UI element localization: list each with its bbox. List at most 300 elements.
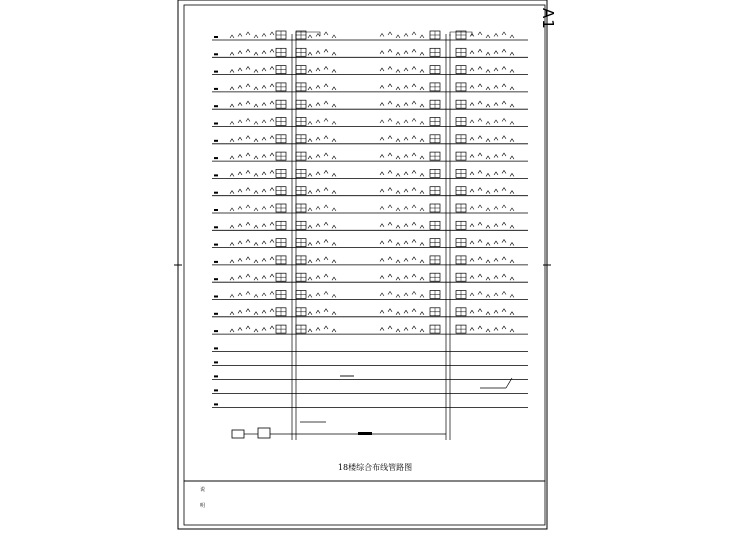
outlet-symbol bbox=[412, 119, 416, 122]
outlet-symbol bbox=[324, 67, 328, 70]
outlet-symbol bbox=[246, 309, 250, 312]
outlet-symbol bbox=[380, 155, 384, 158]
outlet-symbol bbox=[262, 34, 266, 37]
outlet-symbol bbox=[494, 155, 498, 158]
outlet-symbol bbox=[230, 329, 234, 332]
outlet-symbol bbox=[230, 295, 234, 298]
outlet-symbol bbox=[324, 49, 328, 52]
outlet-symbol bbox=[316, 310, 320, 313]
outlet-symbol bbox=[502, 222, 506, 225]
outlet-symbol bbox=[502, 84, 506, 87]
outlet-symbol bbox=[230, 52, 234, 55]
outlet-symbol bbox=[478, 188, 482, 191]
outlet-symbol bbox=[270, 309, 274, 312]
outlet-symbol bbox=[478, 257, 482, 260]
outlet-symbol bbox=[510, 225, 514, 228]
outlet-symbol bbox=[270, 119, 274, 122]
outlet-symbol bbox=[380, 258, 384, 261]
outlet-symbol bbox=[380, 51, 384, 54]
outlet-symbol bbox=[230, 156, 234, 159]
floor-number-mark bbox=[214, 296, 218, 298]
riser-group bbox=[292, 32, 472, 440]
outlet-symbol bbox=[246, 84, 250, 87]
outlet-symbol bbox=[420, 191, 424, 194]
outlet-symbol bbox=[470, 258, 474, 261]
outlet-symbol bbox=[332, 329, 336, 332]
outlet-symbol bbox=[324, 101, 328, 104]
outlet-symbol bbox=[332, 191, 336, 194]
outlet-symbol bbox=[254, 35, 258, 38]
outlet-symbol bbox=[510, 52, 514, 55]
sheet-size-label: A1 bbox=[539, 8, 557, 30]
outlet-symbol bbox=[308, 52, 312, 55]
outlet-symbol bbox=[420, 329, 424, 332]
outlet-symbol bbox=[270, 292, 274, 295]
drawing-frame bbox=[184, 5, 545, 481]
outlet-symbol bbox=[486, 70, 490, 73]
outlet-symbol bbox=[324, 292, 328, 295]
outlet-symbol bbox=[238, 51, 242, 54]
outlet-symbol bbox=[396, 243, 400, 246]
outlet-symbol bbox=[412, 153, 416, 156]
outlet-symbol bbox=[420, 173, 424, 176]
outlet-symbol bbox=[494, 68, 498, 71]
outlet-symbol bbox=[270, 205, 274, 208]
outlet-symbol bbox=[470, 241, 474, 244]
outlet-symbol bbox=[494, 85, 498, 88]
outlet-symbol bbox=[246, 67, 250, 70]
outlet-symbol bbox=[324, 309, 328, 312]
outlet-symbol bbox=[404, 276, 408, 279]
outlet-symbol bbox=[494, 224, 498, 227]
outlet-symbol bbox=[404, 224, 408, 227]
outlet-symbol bbox=[246, 49, 250, 52]
outlet-symbol bbox=[486, 122, 490, 125]
outlet-symbol bbox=[308, 312, 312, 315]
outlet-symbol bbox=[412, 170, 416, 173]
outlet-symbol bbox=[262, 224, 266, 227]
outlet-symbol bbox=[412, 136, 416, 139]
outlet-symbol bbox=[246, 326, 250, 329]
outlet-symbol bbox=[262, 85, 266, 88]
outlet-symbol bbox=[478, 153, 482, 156]
outlet-symbol bbox=[412, 32, 416, 35]
outlet-symbol bbox=[246, 240, 250, 243]
outlet-symbol bbox=[478, 292, 482, 295]
outlet-symbol bbox=[316, 137, 320, 140]
outlet-symbol bbox=[316, 293, 320, 296]
outlet-symbol bbox=[494, 207, 498, 210]
outlet-symbol bbox=[254, 104, 258, 107]
outlet-symbol bbox=[270, 257, 274, 260]
outlet-symbol bbox=[470, 85, 474, 88]
outlet-symbol bbox=[396, 277, 400, 280]
outlet-symbol bbox=[316, 276, 320, 279]
outlet-symbol bbox=[308, 35, 312, 38]
outlet-symbol bbox=[478, 136, 482, 139]
outlet-symbol bbox=[254, 243, 258, 246]
outlet-symbol bbox=[332, 243, 336, 246]
outlet-symbol bbox=[494, 120, 498, 123]
outlet-symbol bbox=[380, 68, 384, 71]
ground-conduit bbox=[358, 432, 372, 435]
outlet-symbol bbox=[486, 243, 490, 246]
floor-number-mark bbox=[214, 71, 218, 73]
outlet-symbol bbox=[486, 208, 490, 211]
outlet-symbol bbox=[494, 189, 498, 192]
outlet-symbol bbox=[324, 222, 328, 225]
outlet-symbol bbox=[420, 243, 424, 246]
outlet-symbol bbox=[412, 49, 416, 52]
notes-label-1: 说 bbox=[200, 487, 206, 493]
outlet-symbol bbox=[316, 85, 320, 88]
outlet-symbol bbox=[238, 189, 242, 192]
outlet-symbol bbox=[486, 260, 490, 263]
outlet-symbol bbox=[396, 329, 400, 332]
outlet-symbol bbox=[246, 205, 250, 208]
outlet-symbol bbox=[380, 207, 384, 210]
outlet-symbol bbox=[478, 67, 482, 70]
outlet-symbol bbox=[324, 170, 328, 173]
floor-number-mark bbox=[214, 36, 218, 38]
outlet-symbol bbox=[404, 137, 408, 140]
outlet-symbol bbox=[478, 32, 482, 35]
outlet-symbol bbox=[316, 224, 320, 227]
outlet-symbol bbox=[308, 156, 312, 159]
outlet-symbol bbox=[308, 139, 312, 142]
outlet-symbol bbox=[332, 139, 336, 142]
outlet-symbol bbox=[262, 103, 266, 106]
outlet-symbol bbox=[502, 292, 506, 295]
outlet-symbol bbox=[510, 295, 514, 298]
notes-box bbox=[184, 481, 545, 525]
outlet-symbol bbox=[510, 329, 514, 332]
outlet-symbol bbox=[262, 328, 266, 331]
outlet-symbol bbox=[230, 87, 234, 90]
outlet-symbol bbox=[308, 243, 312, 246]
outlet-symbol bbox=[388, 188, 392, 191]
outlet-symbol bbox=[494, 103, 498, 106]
outlet-symbol bbox=[502, 188, 506, 191]
outlet-symbol bbox=[396, 295, 400, 298]
outlet-symbol bbox=[502, 205, 506, 208]
floor-number-mark bbox=[214, 375, 218, 377]
outlet-symbol bbox=[412, 240, 416, 243]
floor-number-mark bbox=[214, 192, 218, 194]
outlet-symbol bbox=[246, 153, 250, 156]
outlet-symbol bbox=[502, 49, 506, 52]
outlet-symbol bbox=[380, 276, 384, 279]
outlet-symbol bbox=[230, 277, 234, 280]
outlet-symbol bbox=[308, 191, 312, 194]
outlet-symbol bbox=[502, 274, 506, 277]
outlet-symbol bbox=[308, 173, 312, 176]
outlet-symbol bbox=[478, 274, 482, 277]
outlet-symbol bbox=[332, 312, 336, 315]
outlet-symbol bbox=[486, 295, 490, 298]
outlet-symbol bbox=[486, 191, 490, 194]
outlet-symbol bbox=[486, 104, 490, 107]
outlet-symbol bbox=[254, 295, 258, 298]
outlet-symbol bbox=[332, 260, 336, 263]
outlet-symbol bbox=[420, 104, 424, 107]
outlet-symbol bbox=[316, 155, 320, 158]
floor-group bbox=[212, 31, 528, 407]
outlet-symbol bbox=[324, 257, 328, 260]
outlet-symbol bbox=[494, 310, 498, 313]
outlet-symbol bbox=[388, 84, 392, 87]
outlet-symbol bbox=[470, 224, 474, 227]
outlet-symbol bbox=[502, 257, 506, 260]
outlet-symbol bbox=[420, 35, 424, 38]
outlet-symbol bbox=[510, 70, 514, 73]
outlet-symbol bbox=[308, 329, 312, 332]
outlet-symbol bbox=[396, 122, 400, 125]
outlet-symbol bbox=[254, 208, 258, 211]
outlet-symbol bbox=[396, 156, 400, 159]
outlet-symbol bbox=[324, 188, 328, 191]
outlet-symbol bbox=[238, 137, 242, 140]
outlet-symbol bbox=[380, 85, 384, 88]
outlet-symbol bbox=[380, 172, 384, 175]
outlet-symbol bbox=[396, 191, 400, 194]
outlet-symbol bbox=[420, 208, 424, 211]
outlet-symbol bbox=[420, 87, 424, 90]
outlet-symbol bbox=[380, 241, 384, 244]
outlet-symbol bbox=[262, 137, 266, 140]
outlet-symbol bbox=[502, 136, 506, 139]
outlet-symbol bbox=[404, 207, 408, 210]
outlet-symbol bbox=[494, 328, 498, 331]
outlet-symbol bbox=[262, 155, 266, 158]
outlet-symbol bbox=[246, 188, 250, 191]
outlet-symbol bbox=[324, 205, 328, 208]
outlet-symbol bbox=[486, 312, 490, 315]
outlet-symbol bbox=[230, 225, 234, 228]
outlet-symbol bbox=[404, 293, 408, 296]
outlet-symbol bbox=[262, 241, 266, 244]
outlet-symbol bbox=[396, 208, 400, 211]
outlet-symbol bbox=[254, 191, 258, 194]
outlet-symbol bbox=[470, 120, 474, 123]
outlet-symbol bbox=[262, 207, 266, 210]
outlet-symbol bbox=[478, 326, 482, 329]
outlet-symbol bbox=[308, 225, 312, 228]
outlet-symbol bbox=[494, 172, 498, 175]
outlet-symbol bbox=[230, 208, 234, 211]
outlet-symbol bbox=[388, 153, 392, 156]
outlet-symbol bbox=[316, 241, 320, 244]
outlet-symbol bbox=[396, 260, 400, 263]
floor-number-mark bbox=[214, 140, 218, 142]
outlet-symbol bbox=[238, 241, 242, 244]
outlet-symbol bbox=[332, 52, 336, 55]
outlet-symbol bbox=[420, 70, 424, 73]
outlet-symbol bbox=[308, 260, 312, 263]
outlet-symbol bbox=[470, 68, 474, 71]
outlet-symbol bbox=[494, 241, 498, 244]
outlet-symbol bbox=[388, 274, 392, 277]
outlet-symbol bbox=[238, 224, 242, 227]
outlet-symbol bbox=[332, 70, 336, 73]
outlet-symbol bbox=[254, 173, 258, 176]
outlet-symbol bbox=[254, 87, 258, 90]
outlet-symbol bbox=[420, 139, 424, 142]
outlet-symbol bbox=[332, 35, 336, 38]
outlet-symbol bbox=[420, 52, 424, 55]
equipment-box bbox=[232, 430, 244, 438]
outlet-symbol bbox=[238, 68, 242, 71]
outlet-symbol bbox=[404, 189, 408, 192]
outlet-symbol bbox=[412, 222, 416, 225]
outlet-symbol bbox=[404, 51, 408, 54]
outlet-symbol bbox=[510, 260, 514, 263]
outlet-symbol bbox=[254, 52, 258, 55]
outlet-symbol bbox=[308, 87, 312, 90]
outlet-symbol bbox=[404, 85, 408, 88]
outlet-symbol bbox=[262, 276, 266, 279]
outlet-symbol bbox=[238, 258, 242, 261]
outlet-symbol bbox=[246, 119, 250, 122]
outlet-symbol bbox=[262, 172, 266, 175]
outlet-symbol bbox=[510, 173, 514, 176]
outlet-symbol bbox=[478, 84, 482, 87]
outlet-symbol bbox=[510, 104, 514, 107]
outlet-symbol bbox=[486, 87, 490, 90]
floor-number-mark bbox=[214, 157, 218, 159]
outlet-symbol bbox=[380, 137, 384, 140]
outlet-symbol bbox=[262, 51, 266, 54]
outlet-symbol bbox=[238, 34, 242, 37]
outlet-symbol bbox=[486, 139, 490, 142]
outlet-symbol bbox=[238, 207, 242, 210]
outlet-symbol bbox=[494, 51, 498, 54]
outlet-symbol bbox=[502, 32, 506, 35]
outlet-symbol bbox=[502, 170, 506, 173]
outlet-symbol bbox=[388, 101, 392, 104]
outlet-symbol bbox=[486, 329, 490, 332]
outlet-symbol bbox=[388, 170, 392, 173]
outlet-symbol bbox=[254, 329, 258, 332]
outlet-symbol bbox=[316, 172, 320, 175]
outlet-symbol bbox=[470, 103, 474, 106]
floor-number-mark bbox=[214, 313, 218, 315]
outlet-symbol bbox=[262, 189, 266, 192]
outlet-symbol bbox=[396, 104, 400, 107]
outlet-symbol bbox=[510, 122, 514, 125]
outlet-symbol bbox=[270, 32, 274, 35]
outlet-symbol bbox=[494, 293, 498, 296]
outlet-symbol bbox=[502, 119, 506, 122]
outlet-symbol bbox=[388, 257, 392, 260]
outlet-symbol bbox=[494, 34, 498, 37]
outlet-symbol bbox=[270, 136, 274, 139]
outlet-symbol bbox=[324, 274, 328, 277]
outlet-symbol bbox=[388, 136, 392, 139]
outlet-symbol bbox=[420, 312, 424, 315]
outlet-symbol bbox=[502, 67, 506, 70]
outlet-symbol bbox=[246, 32, 250, 35]
outlet-symbol bbox=[502, 101, 506, 104]
outlet-symbol bbox=[396, 312, 400, 315]
outlet-symbol bbox=[404, 155, 408, 158]
outlet-symbol bbox=[270, 240, 274, 243]
outlet-symbol bbox=[246, 101, 250, 104]
outlet-symbol bbox=[316, 189, 320, 192]
outlet-symbol bbox=[388, 222, 392, 225]
outlet-symbol bbox=[308, 104, 312, 107]
floor-number-mark bbox=[214, 330, 218, 332]
outlet-symbol bbox=[420, 225, 424, 228]
outlet-symbol bbox=[412, 292, 416, 295]
outlet-symbol bbox=[262, 293, 266, 296]
outlet-symbol bbox=[254, 277, 258, 280]
outlet-symbol bbox=[230, 139, 234, 142]
outlet-symbol bbox=[412, 205, 416, 208]
outlet-symbol bbox=[316, 328, 320, 331]
outlet-symbol bbox=[380, 310, 384, 313]
outlet-symbol bbox=[238, 120, 242, 123]
outlet-symbol bbox=[404, 310, 408, 313]
outlet-symbol bbox=[332, 173, 336, 176]
floor-number-mark bbox=[214, 226, 218, 228]
outlet-symbol bbox=[494, 258, 498, 261]
outlet-symbol bbox=[510, 139, 514, 142]
outlet-symbol bbox=[380, 103, 384, 106]
outlet-symbol bbox=[316, 68, 320, 71]
outlet-symbol bbox=[230, 104, 234, 107]
floor-number-mark bbox=[214, 88, 218, 90]
outlet-symbol bbox=[238, 103, 242, 106]
outlet-symbol bbox=[396, 35, 400, 38]
outlet-symbol bbox=[324, 136, 328, 139]
outlet-symbol bbox=[486, 173, 490, 176]
outlet-symbol bbox=[308, 70, 312, 73]
outlet-symbol bbox=[324, 326, 328, 329]
outlet-symbol bbox=[404, 120, 408, 123]
outlet-symbol bbox=[412, 274, 416, 277]
outlet-symbol bbox=[316, 207, 320, 210]
outlet-symbol bbox=[486, 52, 490, 55]
outlet-symbol bbox=[396, 52, 400, 55]
floor-number-mark bbox=[214, 347, 218, 349]
outlet-symbol bbox=[420, 122, 424, 125]
floor-number-mark bbox=[214, 244, 218, 246]
outlet-symbol bbox=[316, 258, 320, 261]
outlet-symbol bbox=[262, 258, 266, 261]
outlet-symbol bbox=[270, 67, 274, 70]
outlet-symbol bbox=[380, 328, 384, 331]
outlet-symbol bbox=[510, 277, 514, 280]
outlet-symbol bbox=[246, 222, 250, 225]
equipment-box bbox=[258, 428, 270, 438]
outlet-symbol bbox=[412, 84, 416, 87]
outlet-symbol bbox=[308, 277, 312, 280]
outlet-symbol bbox=[238, 85, 242, 88]
outlet-symbol bbox=[412, 188, 416, 191]
outlet-symbol bbox=[486, 156, 490, 159]
outlet-symbol bbox=[230, 35, 234, 38]
outlet-symbol bbox=[420, 260, 424, 263]
floor-number-mark bbox=[214, 174, 218, 176]
outlet-symbol bbox=[270, 153, 274, 156]
outlet-symbol bbox=[388, 240, 392, 243]
outlet-symbol bbox=[470, 155, 474, 158]
outlet-symbol bbox=[262, 68, 266, 71]
outlet-symbol bbox=[308, 295, 312, 298]
outlet-symbol bbox=[502, 326, 506, 329]
outlet-symbol bbox=[510, 35, 514, 38]
